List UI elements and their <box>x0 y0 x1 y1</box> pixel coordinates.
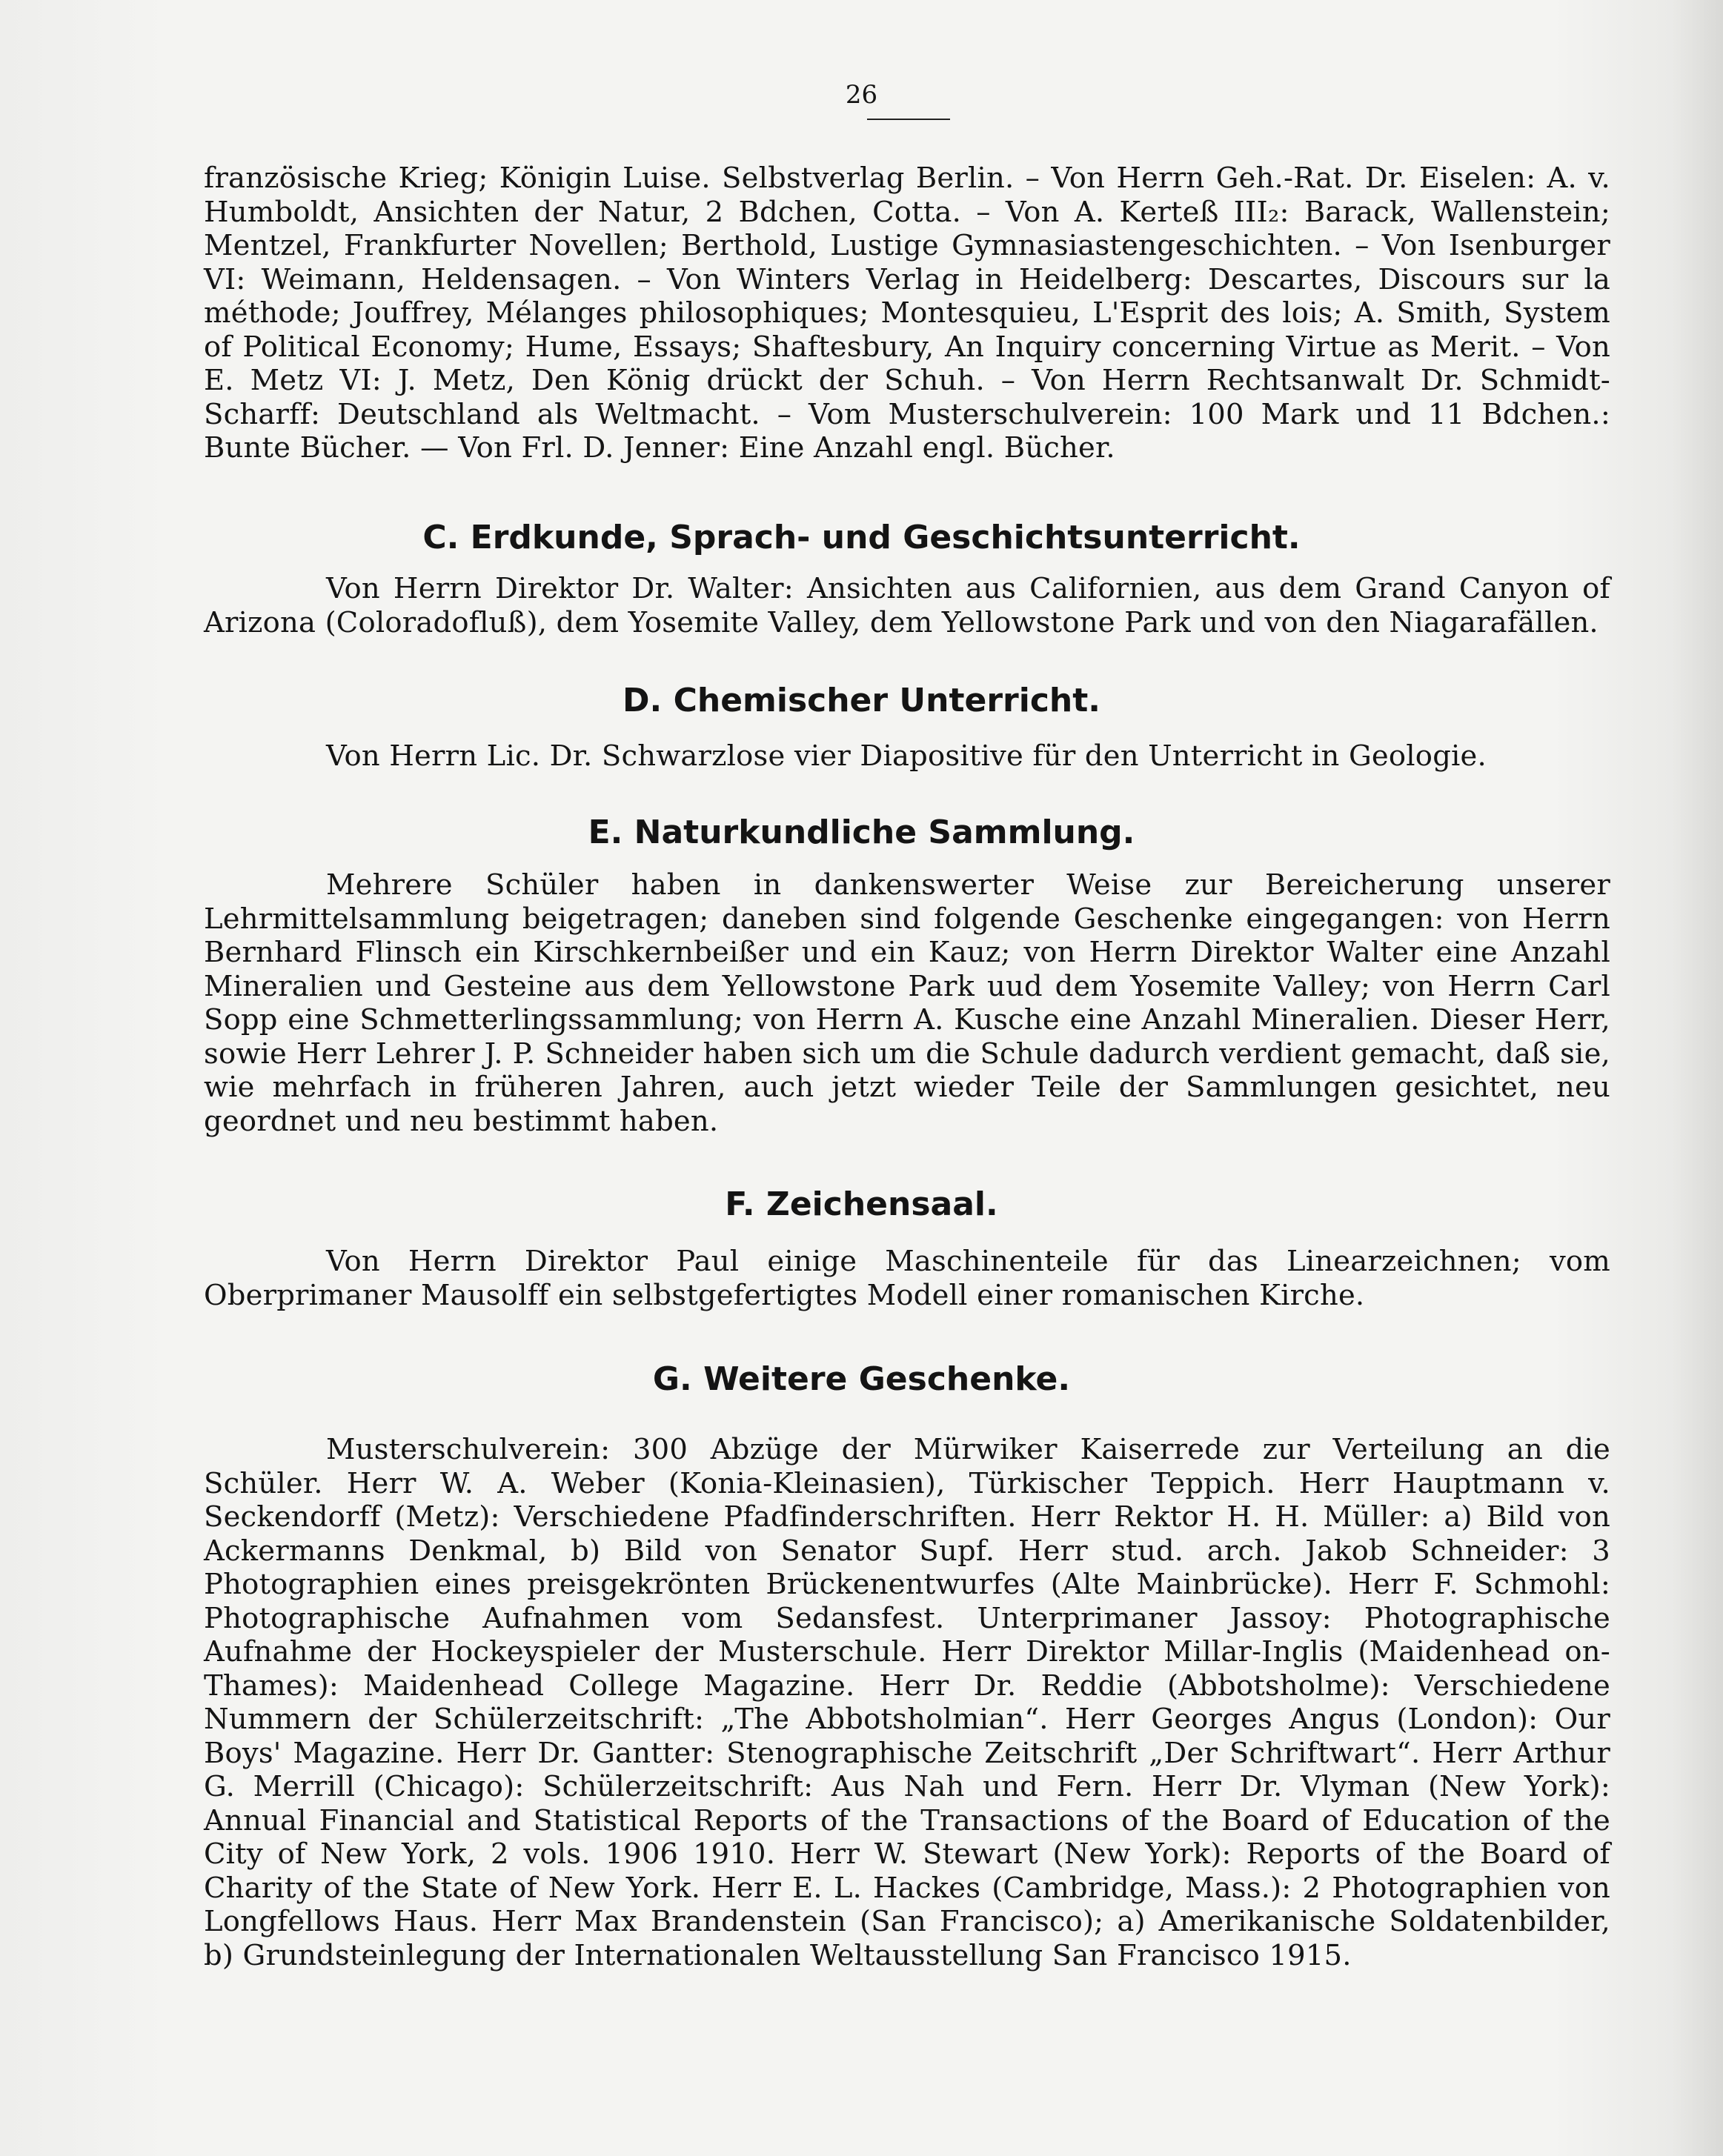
section-heading-f: F. Zeichensaal. <box>725 1185 998 1223</box>
intro-paragraph: französische Krieg; Königin Luise. Selbstverlag Berlin. – Von Herrn Geh.-Rat. Dr. Eiselen: A. v. Humboldt, Ansichten der Natur, 2 Bdchen, Cotta. – Von A. Kerteß III₂: Barack, Wallenstein; Mentzel, Frankfurter Novellen; Berthold, Lustige Gymnasiastengeschichten. – Von Isenburger VI: Weimann, Heldensagen. – Von Winters Verlag in Heidelberg: Descartes, Discours sur la méthode; Jouffrey, Mélanges philosophiques; Montesquieu, L'Esprit des lois; A. Smith, System of Political Economy; Hume, Essays; Shaftesbury, An Inquiry concerning Virtue as Merit. – Von E. Metz VI: J. Metz, Den König drückt der Schuh. – Von Herrn Rechtsanwalt Dr. Schmidt-Scharff: Deutschland als Weltmacht. – Vom Musterschulverein: 100 Mark und 11 Bdchen.: Bunte Bücher. — Von Frl. D. Jenner: Eine Anzahl engl. Bücher. <box>204 162 1610 465</box>
section-d-text: Von Herrn Lic. Dr. Schwarzlose vier Diapositive für den Unterricht in Geologie. <box>326 739 1487 773</box>
section-e-block <box>204 868 1610 1138</box>
intro-paragraph-block <box>204 162 1610 465</box>
section-f-text: Von Herrn Direktor Paul einige Maschinenteile für das Linearzeichnen; vom Oberprimaner Mausolff ein selbstgefertigtes Modell einer romanischen Kirche. <box>204 1245 1610 1312</box>
section-d-block <box>204 739 1610 773</box>
section-e-text: Mehrere Schüler haben in dankenswerter Weise zur Bereicherung unserer Lehrmittelsammlung beigetragen; daneben sind folgende Geschenke eingegangen: von Herrn Bernhard Flinsch ein Kirschkernbeißer und ein Kauz; von Herrn Direktor Walter eine Anzahl Mineralien und Gesteine aus dem Yellowstone Park uud dem Yosemite Valley; von Herrn Carl Sopp eine Schmetterlingssammlung; von Herrn A. Kusche eine Anzahl Mineralien. Dieser Herr, sowie Herr Lehrer J. P. Schneider haben sich um die Schule dadurch verdient gemacht, daß sie, wie mehrfach in früheren Jahren, auch jetzt wieder Teile der Sammlungen gesichtet, neu geordnet und neu bestimmt haben. <box>204 868 1610 1138</box>
section-heading-d: D. Chemischer Unterricht. <box>623 682 1100 719</box>
page-edge-shadow <box>1671 0 1723 2156</box>
section-f-block <box>204 1245 1610 1312</box>
page-number: 26 <box>845 80 878 110</box>
page-number-rule <box>867 119 950 120</box>
section-heading-c: C. Erdkunde, Sprach- und Geschichtsunterricht. <box>422 519 1301 556</box>
section-c-block <box>204 572 1610 639</box>
section-heading-g: G. Weitere Geschenke. <box>652 1360 1071 1398</box>
section-g-text: Musterschulverein: 300 Abzüge der Mürwiker Kaiserrede zur Verteilung an die Schüler. Herr W. A. Weber (Konia-Kleinasien), Türkischer Teppich. Herr Hauptmann v. Seckendorff (Metz): Verschiedene Pfadfinderschriften. Herr Rektor H. H. Müller: a) Bild von Ackermanns Denkmal, b) Bild von Senator Supf. Herr stud. arch. Jakob Schneider: 3 Photographien eines preisgekrönten Brückenentwurfes (Alte Mainbrücke). Herr F. Schmohl: Photographische Aufnahmen vom Sedansfest. Unterprimaner Jassoy: Photographische Aufnahme der Hockeyspieler der Musterschule. Herr Direktor Millar-Inglis (Maidenhead on-Thames): Maidenhead College Magazine. Herr Dr. Reddie (Abbotsholme): Verschiedene Nummern der Schülerzeitschrift: „The Abbotsholmian“. Herr Georges Angus (London): Our Boys' Magazine. Herr Dr. Gantter: Stenographische Zeitschrift „Der Schriftwart“. Herr Arthur G. Merrill (Chicago): Schülerzeitschrift: Aus Nah und Fern. Herr Dr. Vlyman (New York): Annual Financial and Statistical Reports of the Transactions of the Board of Education of the City of New York, 2 vols. 1906 1910. Herr W. Stewart (New York): Reports of the Board of Charity of the State of New York. Herr E. L. Hackes (Cambridge, Mass.): 2 Photographien von Longfellows Haus. Herr Max Brandenstein (San Francisco); a) Amerikanische Soldatenbilder, b) Grundsteinlegung der Internationalen Weltausstellung San Francisco 1915. <box>204 1433 1610 1972</box>
section-c-text: Von Herrn Direktor Dr. Walter: Ansichten aus Californien, aus dem Grand Canyon of Arizona (Coloradofluß), dem Yosemite Valley, dem Yellowstone Park und von den Niagarafällen. <box>204 572 1610 639</box>
section-g-block <box>204 1433 1610 1972</box>
section-heading-e: E. Naturkundliche Sammlung. <box>588 814 1135 851</box>
